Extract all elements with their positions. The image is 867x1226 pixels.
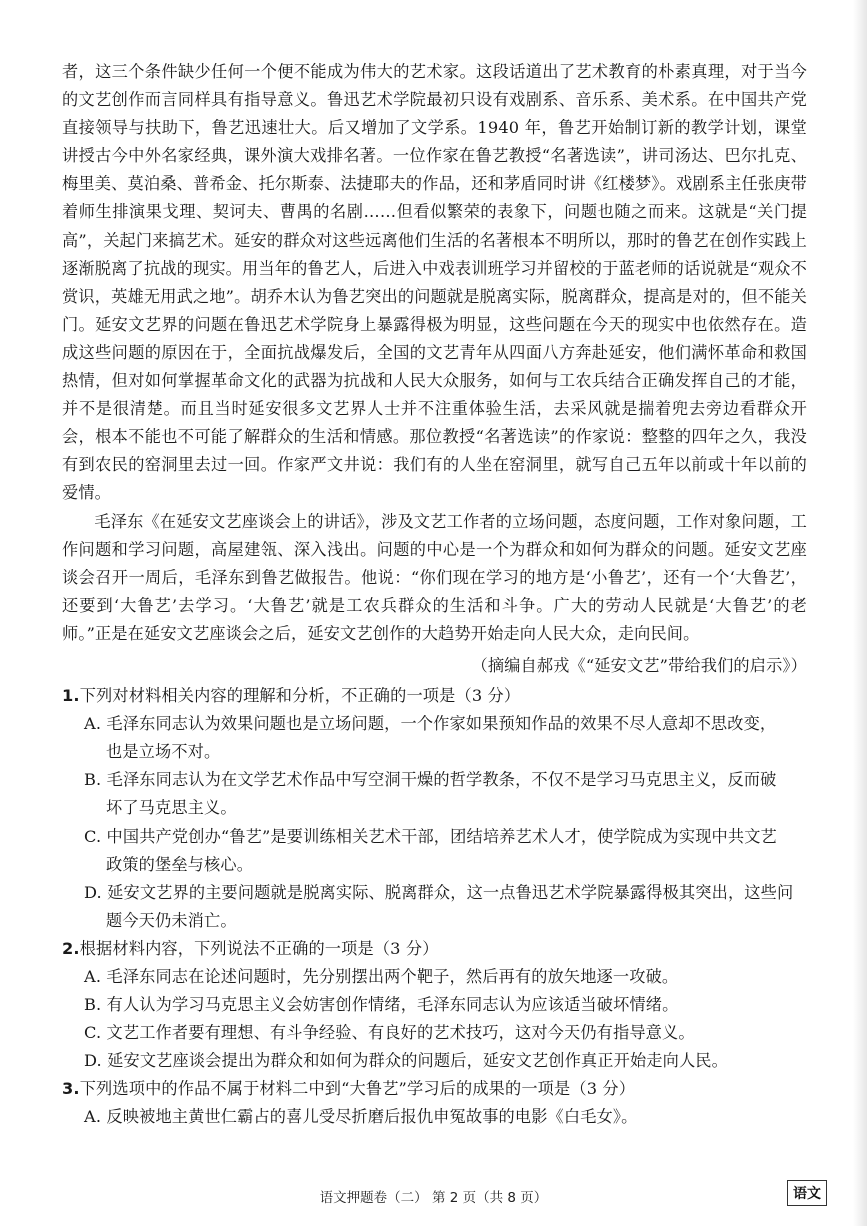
question-2-option-b: B. 有人认为学习马克思主义会妨害创作情绪，毛泽东同志认为应该适当破坏情绪。 [84, 995, 679, 1015]
question-2 [62, 935, 807, 1075]
option-line-continued: 也是立场不对。 [106, 742, 221, 762]
question-1-stem [62, 682, 807, 710]
passage-paragraph-2: 毛泽东《在延安文艺座谈会上的讲话》，涉及文艺工作者的立场问题，态度问题，工作对象问题，工作问题和学习问题，高屋建瓴、深入浅出。问题的中心是一个为群众和如何为群众的问题。延安文艺座谈会召开一周后，毛泽东到鲁艺做报告。他说：“你们现在学习的地方是‘小鲁艺’，还有一个‘大鲁艺’，还要到‘大鲁艺’去学习。‘大鲁艺’就是工农兵群众的生活和斗争。广大的劳动人民就是‘大鲁艺’的老师。”正是在延安文艺座谈会之后，延安文艺创作的大趋势开始走向人民大众，走向民间。 [62, 511, 807, 643]
page-footer: 语文押题卷（二） 第 2 页（共 8 页） [319, 1190, 548, 1206]
question-2-stem [62, 935, 807, 963]
option-line: D. 延安文艺界的主要问题就是脱离实际、脱离群众，这一点鲁迅艺术学院暴露得极其突出，这些问 [84, 882, 794, 902]
question-1-option-d [62, 879, 807, 935]
page-content [62, 58, 807, 1132]
option-line: B. 毛泽东同志认为在文学艺术作品中写空洞干燥的哲学教条，不仅不是学习马克思主义，反而破 [84, 770, 777, 790]
question-1-number: 1. [62, 686, 80, 706]
option-line-continued: 政策的堡垒与核心。 [106, 854, 254, 874]
binding-edge [853, 0, 867, 1226]
question-3-option-a: A. 反映被地主黄世仁霸占的喜儿受尽折磨后报仇申冤故事的电影《白毛女》。 [84, 1107, 638, 1127]
question-1-text: 下列对材料相关内容的理解和分析，不正确的一项是（3 分） [79, 686, 521, 706]
question-1-option-b [62, 766, 807, 822]
question-3-stem [62, 1075, 807, 1103]
question-3-text: 下列选项中的作品不属于材料二中到“大鲁艺”学习后的成果的一项是（3 分） [79, 1079, 636, 1099]
question-2-option-d: D. 延安文艺座谈会提出为群众和如何为群众的问题后，延安文艺创作真正开始走向人民。 [84, 1051, 728, 1071]
passage-paragraph-1: 者，这三个条件缺少任何一个便不能成为伟大的艺术家。这段话道出了艺术教育的朴素真理，对于当今的文艺创作而言同样具有指导意义。鲁迅艺术学院最初只设有戏剧系、音乐系、美术系。在中国共产党直接领导与扶助下，鲁艺迅速壮大。后又增加了文学系。1940 年，鲁艺开始制订新的教学计划，课堂讲授古今中外名家经典，课外演大戏排名著。一位作家在鲁艺教授“名著选读”，讲司汤达、巴尔扎克、梅里美、莫泊桑、普希金、托尔斯泰、法捷耶夫的作品，还和茅盾同时讲《红楼梦》。戏剧系主任张庚带着师生排演果戈理、契诃夫、曹禺的名剧……但看似繁荣的表象下，问题也随之而来。这就是“关门提高”，关起门来搞艺术。延安的群众对这些远离他们生活的名著根本不明所以，那时的鲁艺在创作实践上逐渐脱离了抗战的现实。用当年的鲁艺人，后进入中戏表训班学习并留校的于蓝老师的话说就是“观众不赏识，英雄无用武之地”。胡乔木认为鲁艺突出的问题就是脱离实际，脱离群众，提高是对的，但不能关门。延安文艺界的问题在鲁迅艺术学院身上暴露得极为明显，这些问题在今天的现实中也依然存在。造成这些问题的原因在于，全面抗战爆发后，全国的文艺青年从四面八方奔赴延安，他们满怀革命和救国热情，但对如何掌握革命文化的武器为抗战和人民大众服务，如何与工农兵结合正确发挥自己的才能，并不是很清楚。而且当时延安很多文艺界人士并不注重体验生活，去采风就是揣着兜去旁边看群众开会，根本不能也不可能了解群众的生活和情感。那位教授“名著选读”的作家说：整整的四年之久，我没有到农民的窑洞里去过一回。作家严文井说：我们有的人坐在窑洞里，就写自己五年以前或十年以前的爱情。 [62, 62, 807, 503]
question-1-option-c [62, 823, 807, 879]
question-2-text: 根据材料内容，下列说法不正确的一项是（3 分） [79, 938, 439, 958]
question-1-option-a [62, 710, 807, 766]
option-line-continued: 题今天仍未消亡。 [106, 910, 237, 930]
question-2-number: 2. [62, 938, 80, 958]
option-line-continued: 坏了马克思主义。 [106, 798, 237, 818]
question-2-option-a: A. 毛泽东同志在论述问题时，先分别摆出两个靶子，然后再有的放矢地逐一攻破。 [84, 967, 679, 986]
option-line: C. 中国共产党创办“鲁艺”是要训练相关艺术干部，团结培养艺术人才，使学院成为实现中共文艺 [84, 826, 777, 846]
passage-source: （摘编自郝戎《“延安文艺”带给我们的启示》） [471, 655, 807, 675]
question-3-number: 3. [62, 1079, 80, 1099]
question-1 [62, 682, 807, 935]
subject-badge: 语文 [787, 1180, 827, 1206]
question-3 [62, 1075, 807, 1131]
option-line: A. 毛泽东同志认为效果问题也是立场问题，一个作家如果预知作品的效果不尽人意却不思改变， [84, 714, 777, 734]
question-2-option-c: C. 文艺工作者要有理想、有斗争经验、有良好的艺术技巧，这对今天仍有指导意义。 [84, 1023, 695, 1043]
